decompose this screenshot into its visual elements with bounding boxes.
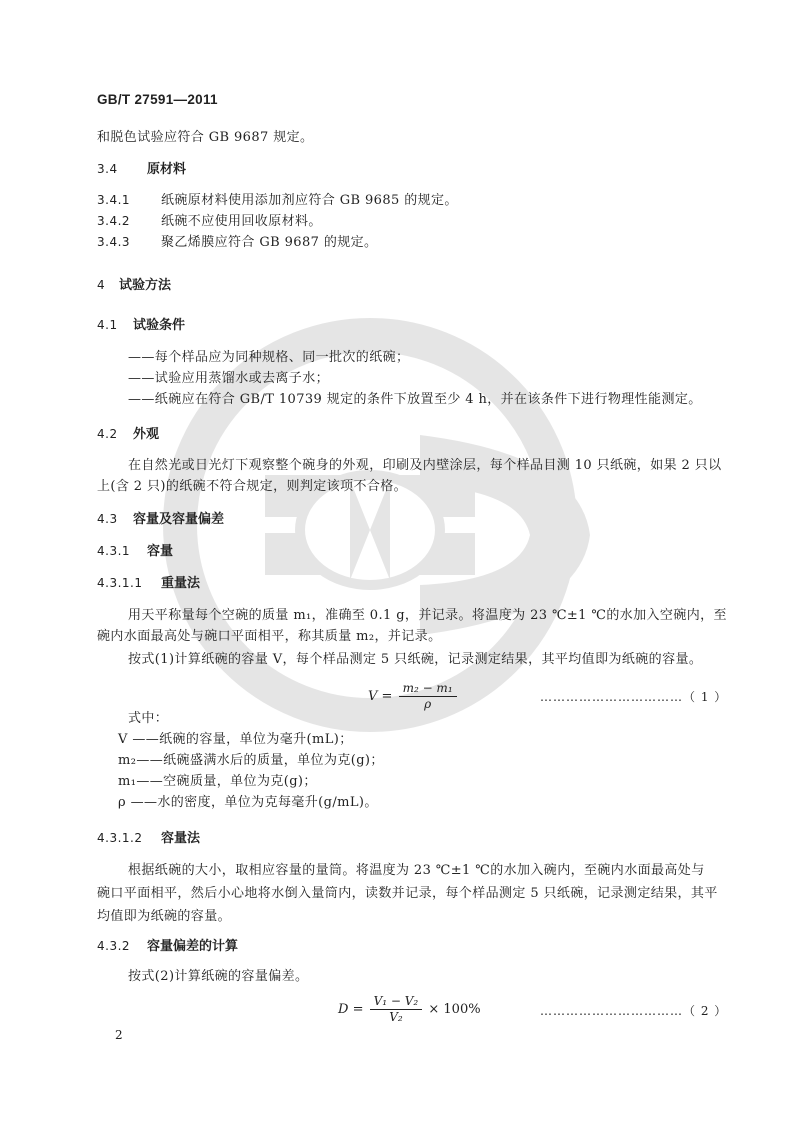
variable-definition: V ——纸碗的容量，单位为毫升(mL)； — [118, 732, 353, 747]
variable-definition: m₁——空碗质量，单位为克(g)； — [118, 774, 317, 789]
section-4-3-1-heading — [97, 542, 173, 561]
clause-text: 聚乙烯膜应符合 GB 9687 的规定。 — [161, 235, 378, 250]
section-4-3-1-2-heading — [97, 829, 200, 848]
clause-3-4-3 — [97, 233, 377, 252]
fraction-numerator: m₂ − m₁ — [399, 681, 457, 697]
clause-number: 3.4.3 — [97, 235, 131, 249]
section-title: 容量 — [147, 544, 174, 559]
formula-lhs: D — [338, 1002, 349, 1017]
fraction-numerator: V₁ − V₂ — [370, 994, 423, 1010]
clause-number: 3.4.2 — [97, 214, 131, 228]
section-4-1-heading — [97, 316, 185, 335]
section-title: 外观 — [133, 427, 160, 442]
paragraph-line: 根据纸碗的大小，取相应容量的量筒。将温度为 23 ℃±1 ℃的水加入碗内，至碗内水面最高处与 — [128, 863, 705, 878]
section-4-2-heading — [97, 425, 159, 444]
paragraph-line: 碗口平面相平，然后小心地将水倒入量筒内，读数并记录，每个样品测定 5 只纸碗，记录测定结果，其平 — [97, 886, 718, 901]
equation-leader-dots: ……………………………（ 2 ） — [540, 1004, 728, 1018]
section-number: 4 — [97, 278, 106, 292]
list-item: ——每个样品应为同种规格、同一批次的纸碗； — [128, 350, 410, 365]
equation-tag: （ 1 ） — [683, 690, 728, 704]
section-title: 重量法 — [161, 576, 201, 591]
section-title: 原材料 — [147, 162, 187, 177]
equation-tag: （ 2 ） — [683, 1004, 728, 1018]
clause-text: 纸碗不应使用回收原材料。 — [161, 214, 322, 229]
section-4-3-1-1-heading — [97, 574, 200, 593]
section-number: 4.3.1.1 — [97, 576, 143, 590]
section-number: 4.3.1 — [97, 544, 131, 558]
section-4-3-heading — [97, 510, 224, 529]
section-number: 3.4 — [97, 162, 118, 176]
fraction-denominator: ρ — [424, 697, 432, 711]
equation-leader-dots: ……………………………（ 1 ） — [540, 690, 728, 704]
continuation-text: 和脱色试验应符合 GB 9687 规定。 — [97, 130, 314, 145]
paragraph-line: 均值即为纸碗的容量。 — [97, 909, 232, 924]
formula-1: V = $\frac{\text{m₂ − m₁}}{\rho}$ — [368, 680, 459, 714]
variable-definition: m₂——纸碗盛满水后的质量，单位为克(g)； — [118, 753, 384, 768]
formula-2: D = $\frac{\text{V₁ − V₂}}{\text{V₂}}$ × 100% — [338, 994, 481, 1024]
section-number: 4.3.2 — [97, 939, 131, 953]
paragraph-line: 按式(2)计算纸碗的容量偏差。 — [128, 969, 309, 984]
formula-suffix: × 100% — [428, 1002, 481, 1017]
section-number: 4.1 — [97, 318, 118, 332]
paragraph-line: 碗内水面最高处与碗口平面相平，称其质量 m₂，并记录。 — [97, 629, 442, 644]
section-number: 4.3.1.2 — [97, 831, 143, 845]
paragraph-line: 用天平称量每个空碗的质量 m₁，准确至 0.1 g，并记录。将温度为 23 ℃±1 ℃的水加入空碗内，至 — [128, 608, 727, 623]
fraction — [370, 994, 423, 1025]
list-item: ——试验应用蒸馏水或去离子水； — [128, 371, 330, 386]
paragraph-line: 在自然光或日光灯下观察整个碗身的外观，印刷及内壁涂层，每个样品目测 10 只纸碗，如果 2 只以 — [128, 458, 722, 473]
fraction-denominator: V₂ — [389, 1010, 403, 1024]
section-4-3-2-heading — [97, 937, 238, 956]
section-number: 4.3 — [97, 512, 118, 526]
section-3-4-heading — [97, 160, 186, 179]
section-title: 试验方法 — [119, 278, 172, 293]
clause-3-4-2 — [97, 212, 322, 231]
clause-3-4-1 — [97, 191, 458, 210]
page-number: 2 — [115, 1028, 123, 1042]
clause-number: 3.4.1 — [97, 193, 131, 207]
section-number: 4.2 — [97, 427, 118, 441]
section-4-heading — [97, 276, 171, 295]
paragraph-line: 上(含 2 只)的纸碗不符合规定，则判定该项不合格。 — [97, 479, 408, 494]
section-title: 试验条件 — [133, 318, 186, 333]
formula-lhs: V — [368, 689, 378, 704]
fraction — [399, 681, 457, 712]
section-title: 容量及容量偏差 — [133, 512, 225, 527]
variable-definition: ρ ——水的密度，单位为克每毫升(g/mL)。 — [118, 795, 378, 810]
clause-text: 纸碗原材料使用添加剂应符合 GB 9685 的规定。 — [161, 193, 458, 208]
paragraph-line: 按式(1)计算纸碗的容量 V，每个样品测定 5 只纸碗，记录测定结果，其平均值即为纸碗的容量。 — [128, 652, 703, 667]
section-title: 容量偏差的计算 — [147, 939, 239, 954]
where-label: 式中： — [128, 711, 169, 726]
section-title: 容量法 — [161, 831, 201, 846]
list-item: ——纸碗应在符合 GB/T 10739 规定的条件下放置至少 4 h，并在该条件下进行物理性能测定。 — [128, 392, 702, 407]
standard-code-header: GB/T 27591—2011 — [97, 92, 218, 107]
